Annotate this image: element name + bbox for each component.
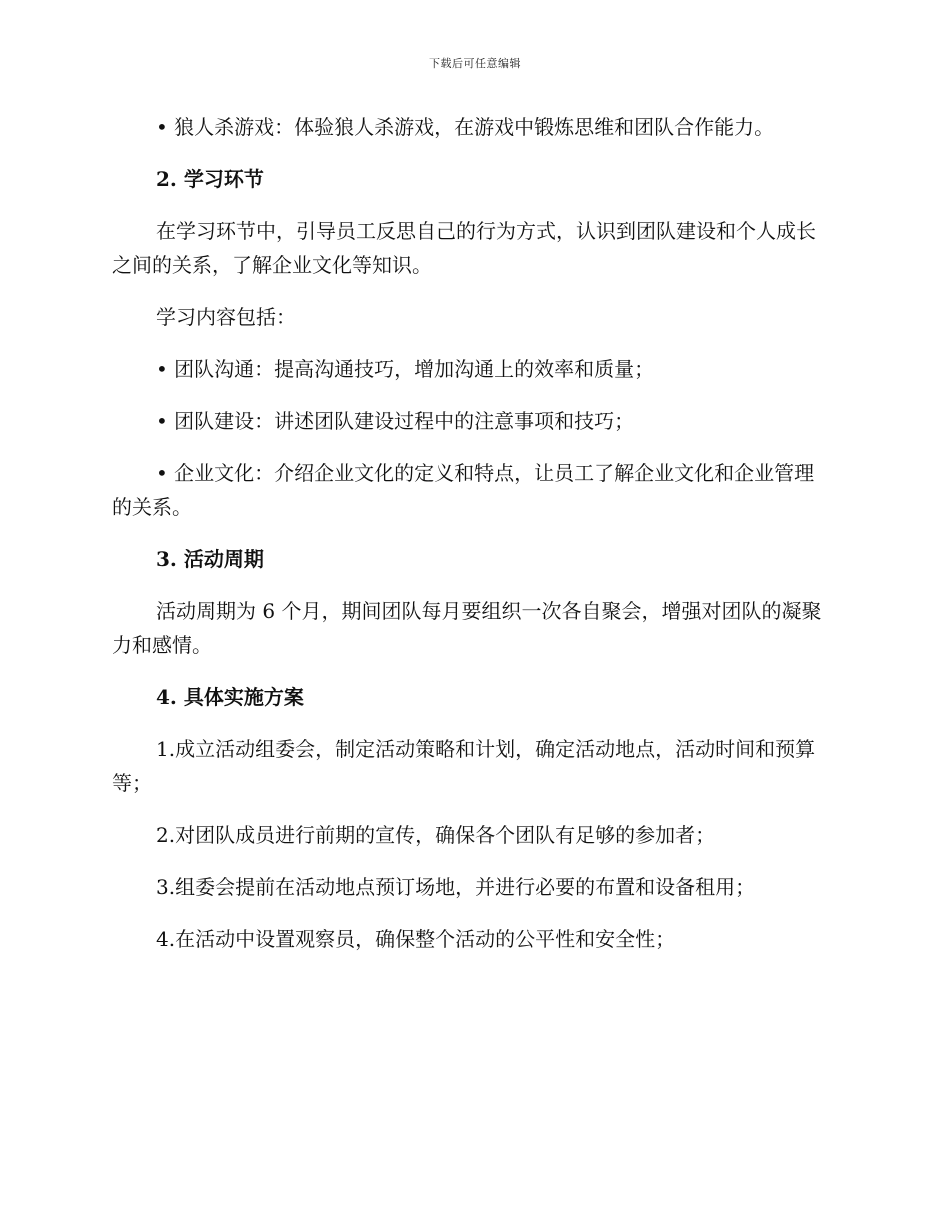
bullet-werewolf-game: • 狼人杀游戏：体验狼人杀游戏，在游戏中锻炼思维和团队合作能力。 bbox=[156, 115, 775, 139]
implementation-step-3: 3.组委会提前在活动地点预订场地，并进行必要的布置和设备租用； bbox=[156, 875, 756, 899]
bullet-team-communication: • 团队沟通：提高沟通技巧，增加沟通上的效率和质量； bbox=[156, 357, 655, 381]
bullet-corporate-culture: • 企业文化：介绍企业文化的定义和特点，让员工了解企业文化和企业管理的关系。 bbox=[112, 461, 815, 519]
section-heading-implementation: 4. 具体实施方案 bbox=[156, 685, 304, 709]
section-heading-period: 3. 活动周期 bbox=[156, 547, 264, 571]
implementation-step-2: 2.对团队成员进行前期的宣传，确保各个团队有足够的参加者； bbox=[156, 823, 716, 847]
page-header: 下载后可任意编辑 bbox=[429, 57, 521, 70]
implementation-step-4: 4.在活动中设置观察员，确保整个活动的公平性和安全性； bbox=[156, 927, 676, 951]
period-paragraph: 活动周期为 6 个月，期间团队每月要组织一次各自聚会，增强对团队的凝聚力和感情。 bbox=[112, 599, 822, 657]
learning-content-label: 学习内容包括： bbox=[156, 305, 296, 329]
document-body bbox=[112, 110, 832, 974]
learning-intro-paragraph: 在学习环节中，引导员工反思自己的行为方式，认识到团队建设和个人成长之间的关系，了解企业文化等知识。 bbox=[112, 219, 816, 277]
implementation-step-1: 1.成立活动组委会，制定活动策略和计划，确定活动地点，活动时间和预算等； bbox=[112, 737, 816, 795]
bullet-team-building: • 团队建设：讲述团队建设过程中的注意事项和技巧； bbox=[156, 409, 635, 433]
section-heading-learning: 2. 学习环节 bbox=[156, 167, 264, 191]
